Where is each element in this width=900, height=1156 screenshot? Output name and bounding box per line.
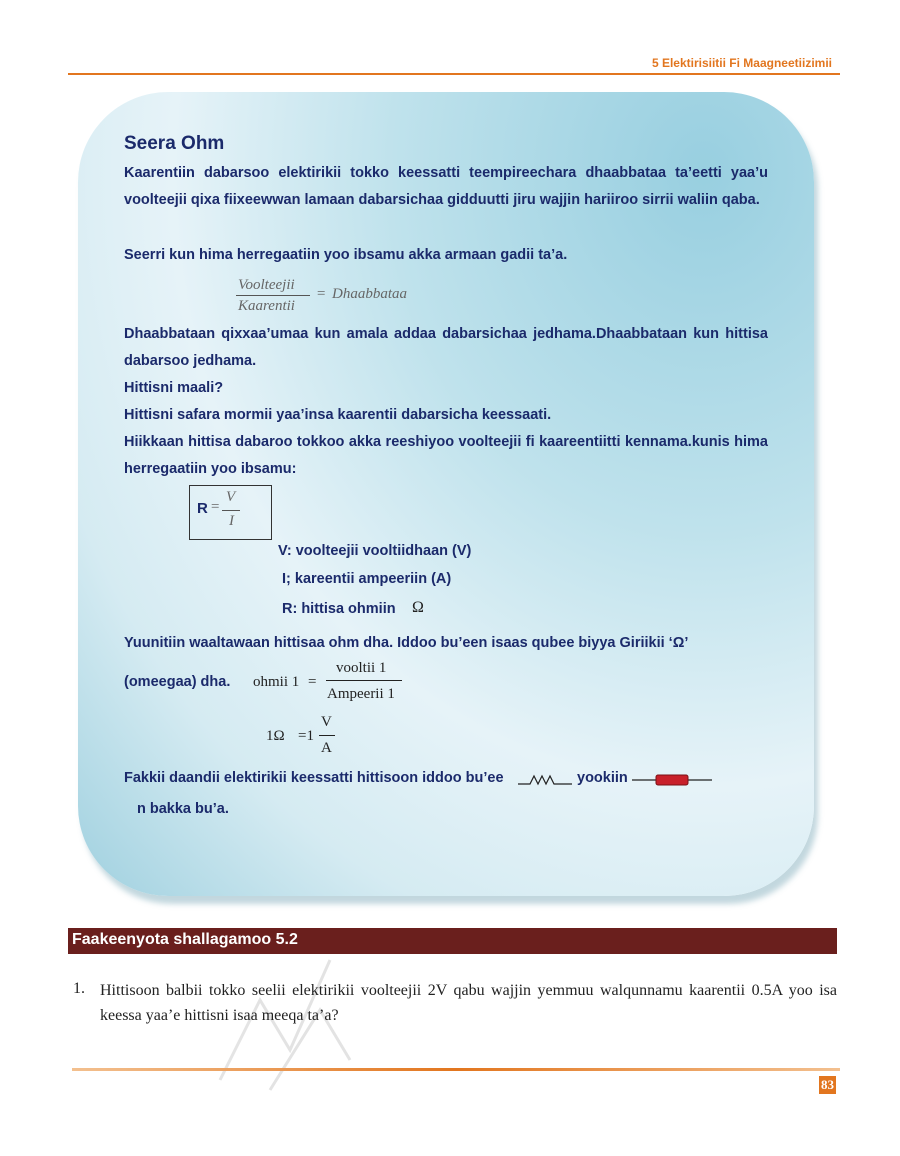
formula3-lhs: ohmii 1 (253, 674, 300, 690)
paragraph-constant: Dhaabbataan qixxaa’umaa kun amala addaa dabarsichaa jedhama.Dhaabbataan kun hittisa dabarsoo jedhama. (124, 326, 768, 369)
formula1-fraction-bar (236, 295, 310, 296)
question-what-is-resistance: Hittisni maali? (124, 380, 224, 396)
resistor-zigzag-icon (518, 772, 572, 788)
unit-text-a: Yuunitiin waaltawaan hittisaa ohm dha. Iddoo bu’een isaas qubee biyya Giriikii ‘ (124, 635, 673, 651)
unit-text-b: ’ (684, 635, 689, 651)
header-rule (68, 73, 840, 75)
chapter-title: 5 Elektirisiitii Fi Maagneetiizimii (651, 56, 832, 70)
paragraph-resistance-def: Hittisni safara mormii yaa’insa kaarentii dabarsicha keessaati. (124, 407, 552, 423)
formula4-fraction-bar (319, 735, 335, 736)
formula3-denominator: Ampeerii 1 (327, 686, 395, 702)
formula2-equals: = (210, 499, 221, 515)
page-number: 83 (821, 1077, 834, 1092)
activity-title: Faakeenyota shallagamoo 5.2 (72, 931, 298, 948)
formula3-numerator: vooltii 1 (336, 660, 387, 676)
symbol-text-c: n bakka bu’a. (137, 801, 229, 817)
definition-r: R: hittisa ohmiin (282, 601, 396, 617)
formula1-result: Dhaabbataa (332, 286, 407, 302)
definition-v: V: voolteejii vooltiidhaan (V) (278, 543, 472, 559)
formula4-equals: =1 (298, 728, 314, 744)
unit-omega: Ω (672, 635, 685, 651)
definition-i: I; kareentii ampeeriin (A) (282, 571, 452, 587)
question-text: Hittisoon balbii tokko seelii elektirikii voolteejii 2V qabu wajjin yemmuu walqunnamu kaarentii 0.5A yoo isa keessa yaa’e hittisni isaa meeqa ta’a? (100, 982, 837, 1024)
formula3-fraction-bar (326, 680, 402, 681)
formula3-equals: = (308, 674, 317, 690)
paragraph-ohm-law: Kaarentiin dabarsoo elektirikii tokko keessatti teempireechara dhaabbataa ta’eetti yaa’u voolteejii qixa fiixeewwan lamaan dabarsichaa gidduutti jiru wajjin hariiroo sirrii waliin qaba. (124, 165, 768, 208)
symbol-text-a: Fakkii daandii elektirikii keessatti hittisoon iddoo bu’ee (124, 770, 504, 786)
footer-rule (72, 1068, 840, 1071)
paragraph-expression-intro: Seerri kun hima herregaatiin yoo ibsamu akka armaan gadii ta’a. (124, 247, 568, 263)
omega-symbol: Ω (412, 599, 424, 616)
paragraph-unit (124, 630, 768, 657)
paragraph-ratio-def: Hiikkaan hittisa dabaroo tokkoo akka reeshiyoo voolteejii fi kaareentiitti kennama.kunis hima herregaatiin yoo ibsamu: (124, 434, 768, 477)
formula2-fraction-bar (222, 510, 240, 511)
formula2-lhs: R (197, 500, 208, 517)
formula4-lhs: 1Ω (266, 728, 285, 744)
formula1-numerator: Voolteejii (238, 277, 295, 293)
resistor-box-icon (632, 772, 712, 788)
formula1-denominator: Kaarentii (238, 298, 295, 314)
formula4-denominator: A (321, 740, 332, 756)
symbol-text-b: yookiin (577, 770, 628, 786)
formula4-numerator: V (321, 714, 332, 730)
formula2-numerator: V (226, 489, 236, 505)
unit-text-omeegaa: (omeegaa) dha. (124, 674, 231, 690)
question-number: 1. (73, 980, 85, 997)
section-heading: Seera Ohm (124, 133, 225, 154)
formula1-equals: = (316, 286, 327, 302)
formula2-denominator: I (229, 513, 234, 529)
